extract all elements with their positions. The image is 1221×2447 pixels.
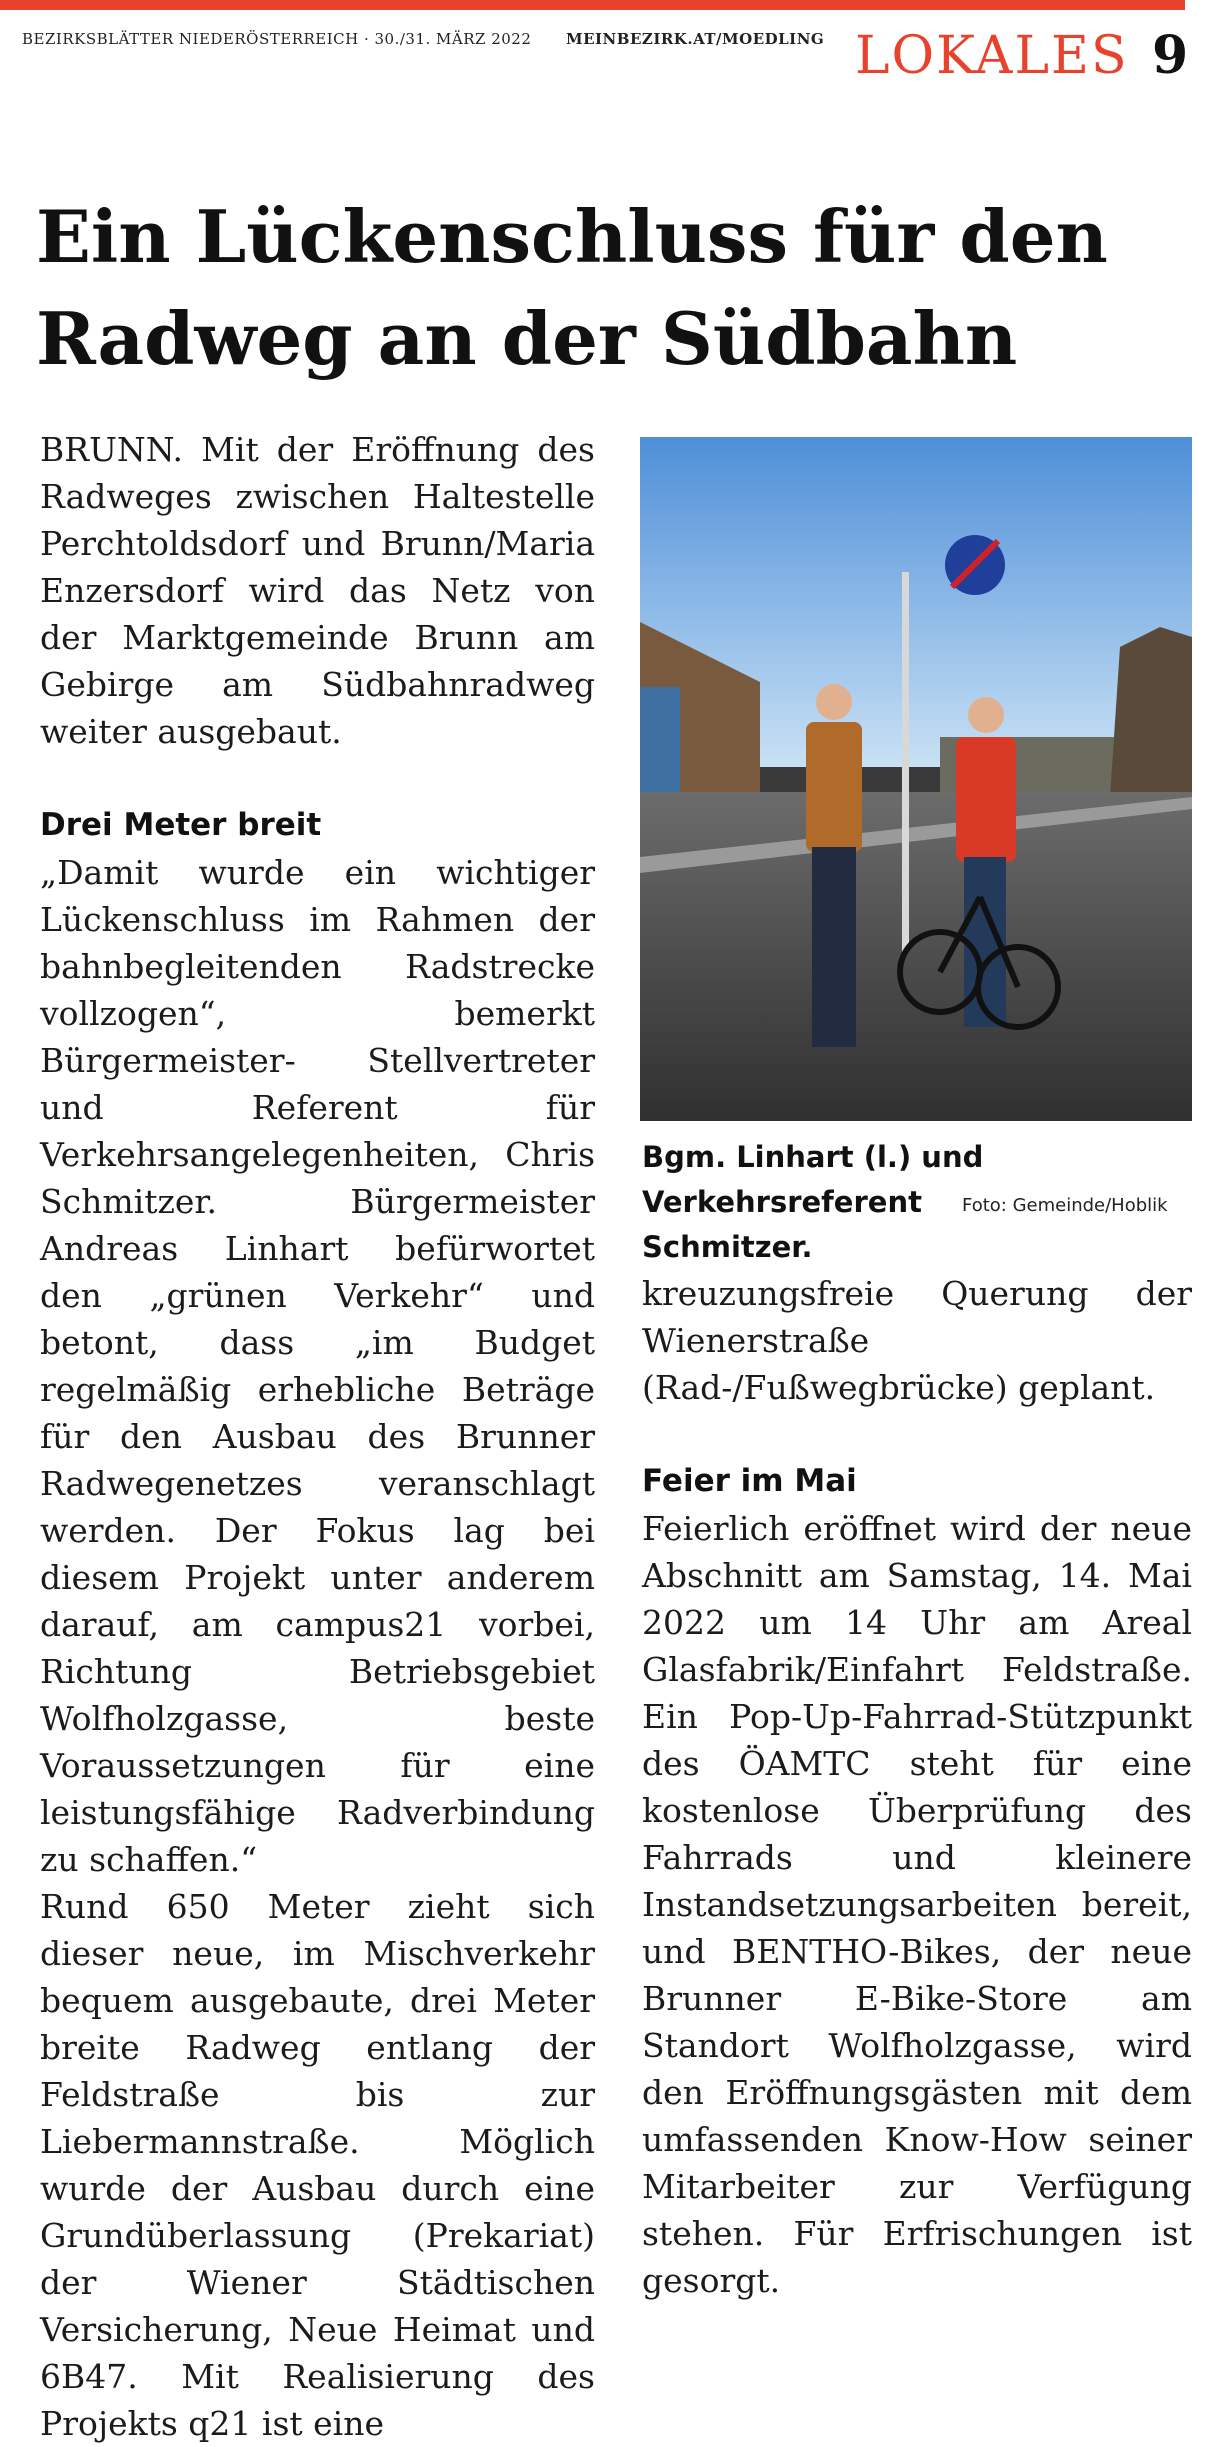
photo-caption: Bgm. Linhart (l.) und Verkehrsreferent Schmitzer. bbox=[642, 1140, 984, 1264]
article-paragraph: Rund 650 Meter zieht sich dieser neue, im Mischverkehr bequem ausgebaute, drei Meter breite Radweg entlang der Feldstraße bis zur Liebermannstraße. Möglich wurde der Ausbau durch eine Grundüberlassung (Prekariat) der Wiener Städtischen Versicherung, Neue Heimat und 6B47. Mit Realisierung des Projekts q21 ist eine bbox=[40, 1887, 595, 2443]
website-link[interactable]: MEINBEZIRK.AT/MOEDLING bbox=[566, 30, 825, 48]
article-paragraph: kreuzungsfreie Querung der Wienerstraße (Rad-/Fußwegbrücke) geplant. bbox=[642, 1274, 1192, 1407]
article-paragraph: „Damit wurde ein wichtiger Lückenschluss im Rahmen der bahnbegleitenden Radstrecke vollzogen“, bemerkt Bürgermeister- Stellvertreter und Referent für Verkehrsangelegenheiten, Chris Schmitzer. Bürgermeister Andreas Linhart befürwortet den „grünen Verkehr“ und betont, dass „im Budget regelmäßig erhebliche Beträge für den Ausbau des Brunner Radwegenetzes veranschlagt werden. Der Fokus lag bei diesem Projekt unter anderem darauf, am campus21 vorbei, Richtung Betriebsgebiet Wolfholzgasse, beste Voraussetzungen für eine leistungsfähige Radverbindung zu schaffen.“ bbox=[40, 853, 595, 1879]
article-column-right bbox=[642, 1270, 1192, 2304]
subheading-feier-im-mai: Feier im Mai bbox=[642, 1463, 857, 1499]
article-photo bbox=[640, 437, 1192, 1121]
article-intro: BRUNN. Mit der Eröffnung des Radweges zwischen Haltestelle Perchtoldsdorf und Brunn/Maria Enzersdorf wird das Netz von der Marktgemeinde Brunn am Gebirge am Südbahnradweg weiter ausgebaut. bbox=[40, 430, 595, 751]
header-rule bbox=[0, 0, 1185, 10]
photo-credit: Foto: Gemeinde/Hoblik bbox=[962, 1195, 1168, 1216]
article-headline: Ein Lückenschluss für den Radweg an der Südbahn bbox=[36, 194, 1108, 381]
section-label: LOKALES bbox=[855, 26, 1129, 86]
article-column-left bbox=[40, 426, 595, 2447]
page-number: 9 bbox=[1152, 25, 1189, 86]
article-paragraph: Feierlich eröffnet wird der neue Abschnitt am Samstag, 14. Mai 2022 um 14 Uhr am Areal Glasfabrik/Einfahrt Feldstraße. Ein Pop-Up-Fahrrad-Stützpunkt des ÖAMTC steht für eine kostenlose Überprüfung des Fahrrads und kleinere Instandsetzungsarbeiten bereit, und BENTHO-Bikes, der neue Brunner E-Bike-Store am Standort Wolfholzgasse, wird den Eröffnungsgästen mit dem umfassenden Know-How seiner Mitarbeiter zur Verfügung stehen. Für Erfrischungen ist gesorgt. bbox=[642, 1509, 1192, 2300]
subheading-drei-meter: Drei Meter breit bbox=[40, 807, 322, 843]
publication-date: BEZIRKSBLÄTTER NIEDERÖSTERREICH · 30./31. MÄRZ 2022 bbox=[22, 30, 532, 48]
